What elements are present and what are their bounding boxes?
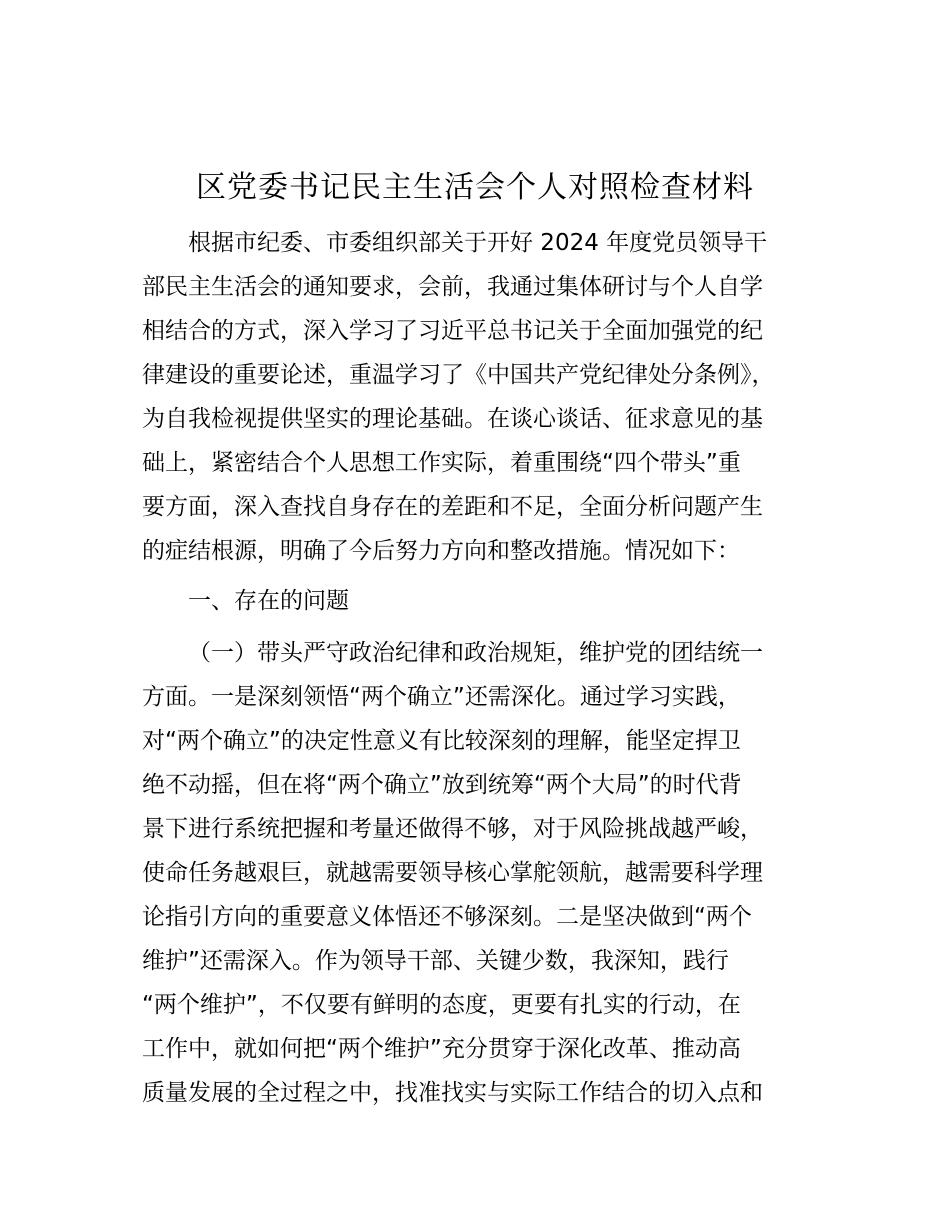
paragraph-line: 绝不动摇，但在将“两个确立”放到统筹“两个大局”的时代背	[142, 772, 742, 798]
paragraph-line: 相结合的方式，深入学习了习近平总书记关于全面加强党的纪	[142, 318, 763, 344]
paragraph-line: 景下进行系统把握和考量还做得不够，对于风险挑战越严峻，	[142, 816, 763, 842]
paragraph-line: （一）带头严守政治纪律和政治规矩，维护党的团结统一	[188, 640, 763, 666]
paragraph-line: 要方面，深入查找自身存在的差距和不足，全面分析问题产生	[142, 494, 763, 520]
paragraph-line: 论指引方向的重要意义体悟还不够深刻。二是坚决做到“两个	[142, 904, 752, 930]
paragraph-line: 律建设的重要论述，重温学习了《中国共产党纪律处分条例》，	[142, 362, 775, 388]
paragraph-line: “两个维护”，不仅要有鲜明的态度，更要有扎实的行动，在	[142, 992, 741, 1018]
paragraph-line: 工作中，就如何把“两个维护”充分贯穿于深化改革、推动高	[142, 1036, 741, 1062]
section-heading: 一、存在的问题	[188, 588, 349, 614]
paragraph-line: 方面。一是深刻领悟“两个确立”还需深化。通过学习实践，	[142, 684, 741, 710]
paragraph-line: 使命任务越艰巨，就越需要领导核心掌舵领航，越需要科学理	[142, 860, 763, 886]
paragraph-line: 础上，紧密结合个人思想工作实际，着重围绕“四个带头”重	[142, 450, 741, 476]
paragraph-line: 维护”还需深入。作为领导干部、关键少数，我深知，践行	[142, 948, 729, 974]
paragraph-line: 部民主生活会的通知要求，会前，我通过集体研讨与个人自学	[142, 274, 763, 300]
paragraph-line: 根据市纪委、市委组织部关于开好 2024 年度党员领导干	[188, 230, 768, 256]
paragraph-line: 的症结根源，明确了今后努力方向和整改措施。情况如下：	[142, 538, 740, 564]
paragraph-line: 质量发展的全过程之中，找准找实与实际工作结合的切入点和	[142, 1080, 763, 1106]
paragraph-line: 为自我检视提供坚实的理论基础。在谈心谈话、征求意见的基	[142, 406, 763, 432]
document-title: 区党委书记民主生活会个人对照检查材料	[196, 170, 754, 205]
paragraph-line: 对“两个确立”的决定性意义有比较深刻的理解，能坚定捍卫	[142, 728, 741, 754]
